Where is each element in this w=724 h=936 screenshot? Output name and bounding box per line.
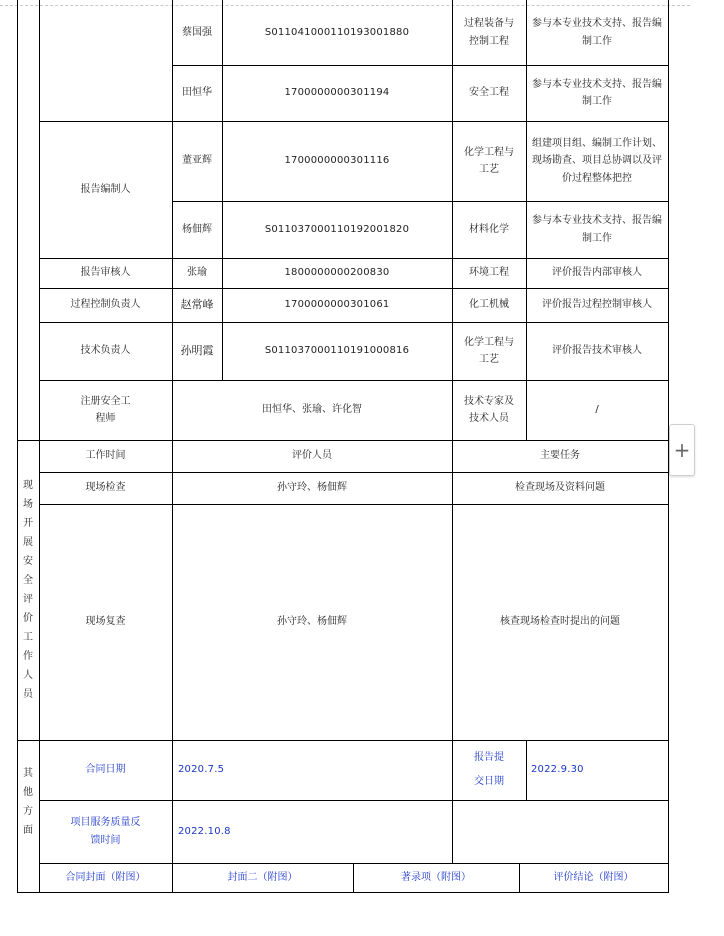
submit-date-label: 报告提交日期 xyxy=(474,752,504,787)
staff-duty: 参与本专业技术支持、报告编制工作 xyxy=(532,18,662,47)
reg-engineer-label: 注册安全工程师 xyxy=(80,395,131,424)
role-label-compiler: 报告编制人 xyxy=(80,183,131,195)
staff-specialty: 材料化学 xyxy=(469,223,509,235)
contract-date-label: 合同日期 xyxy=(85,764,126,776)
staff-specialty: 过程装备与控制工程 xyxy=(464,18,514,47)
attachment-contract-cover[interactable]: 合同封面（附图） xyxy=(65,871,146,883)
feedback-date-value: 2022.10.8 xyxy=(178,825,231,837)
submit-date-value: 2022.9.30 xyxy=(531,764,584,776)
attachment-record-items[interactable]: 著录项（附图） xyxy=(401,871,471,883)
staff-cert-no: S011041000110193001880 xyxy=(264,26,410,38)
tech-experts-label: 技术专家及技术人员 xyxy=(464,395,514,424)
attachment-conclusion[interactable]: 评价结论（附图） xyxy=(553,871,634,883)
onsite-section-label: 现场开展安全评价工作人员 xyxy=(23,480,33,700)
onsite-row-time: 现场复查 xyxy=(85,616,126,628)
staff-duty: 评价报告内部审核人 xyxy=(552,267,642,279)
staff-name: 张瑜 xyxy=(187,267,207,279)
staff-cert-no: 1700000000301194 xyxy=(284,87,390,99)
table-border xyxy=(17,892,668,893)
feedback-label: 项目服务质量反馈时间 xyxy=(70,817,141,846)
onsite-row-staff: 孙守玲、杨佃辉 xyxy=(277,482,347,494)
other-section-label: 其他方面 xyxy=(23,767,33,836)
onsite-row-task: 核查现场检查时提出的问题 xyxy=(500,616,620,628)
onsite-col-task: 主要任务 xyxy=(540,450,580,462)
onsite-row-staff: 孙守玲、杨佃辉 xyxy=(277,616,347,628)
staff-cert-no: 1700000000301116 xyxy=(284,155,390,167)
tech-experts-value: / xyxy=(595,404,599,416)
role-label-reviewer: 报告审核人 xyxy=(80,267,131,279)
staff-duty: 参与本专业技术支持、报告编制工作 xyxy=(532,78,662,107)
staff-duty: 组建项目组、编制工作计划、现场勘查、项目总协调以及评价过程整体把控 xyxy=(532,137,662,184)
reg-engineer-names: 田恒华、张瑜、许化智 xyxy=(262,404,362,416)
staff-cert-no: 1800000000200830 xyxy=(284,267,390,279)
staff-cert-no: S011037000110191000816 xyxy=(264,345,410,357)
staff-duty: 评价报告过程控制审核人 xyxy=(542,299,652,311)
staff-name: 蔡国强 xyxy=(182,26,212,38)
staff-cert-no: S011037000110192001820 xyxy=(264,223,410,235)
staff-name: 田恒华 xyxy=(182,87,212,99)
staff-duty: 参与本专业技术支持、报告编制工作 xyxy=(532,215,662,244)
onsite-row-task: 检查现场及资料问题 xyxy=(515,482,605,494)
staff-specialty: 化学工程与工艺 xyxy=(464,146,514,175)
add-button[interactable] xyxy=(669,424,695,476)
staff-specialty: 化工机械 xyxy=(469,299,509,311)
staff-name: 杨佃辉 xyxy=(182,223,212,235)
staff-cert-no: 1700000000301061 xyxy=(284,299,390,311)
staff-name: 孙明霞 xyxy=(180,344,214,358)
staff-name: 赵常峰 xyxy=(180,298,214,312)
contract-date-value: 2020.7.5 xyxy=(178,764,225,776)
staff-name: 董亚辉 xyxy=(182,155,212,167)
staff-specialty: 环境工程 xyxy=(469,267,509,279)
onsite-col-staff: 评价人员 xyxy=(292,450,332,462)
staff-duty: 评价报告技术审核人 xyxy=(552,345,642,357)
role-label-technical-lead: 技术负责人 xyxy=(80,345,131,357)
onsite-col-time: 工作时间 xyxy=(85,450,126,462)
plus-icon: + xyxy=(673,438,691,462)
role-label-process-control: 过程控制负责人 xyxy=(70,299,141,311)
onsite-row-time: 现场检查 xyxy=(85,482,126,494)
attachment-cover-two[interactable]: 封面二（附图） xyxy=(227,871,298,883)
staff-specialty: 安全工程 xyxy=(469,87,509,99)
staff-specialty: 化学工程与工艺 xyxy=(464,336,514,365)
